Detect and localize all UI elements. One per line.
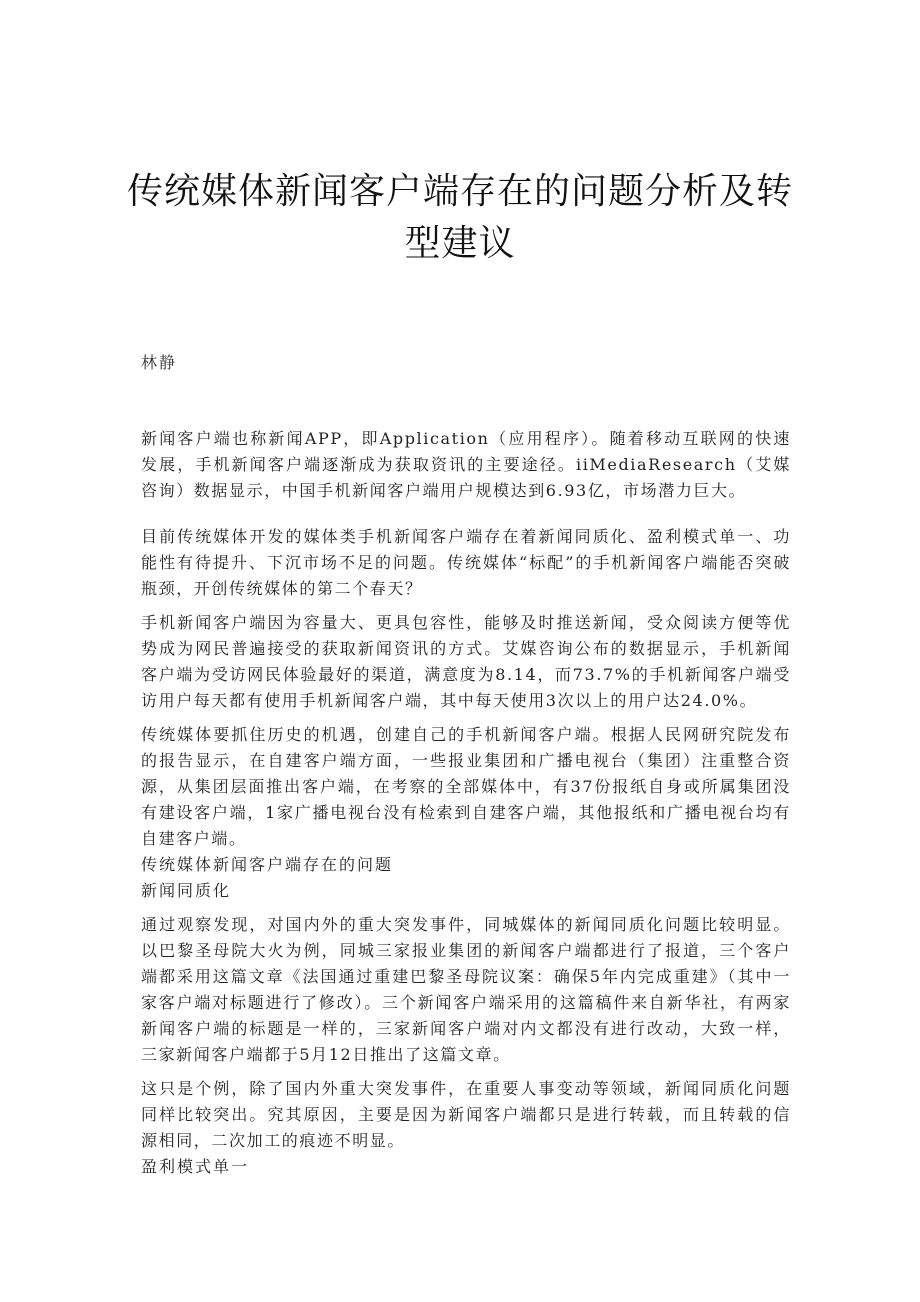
paragraph-opportunity: 传统媒体要抓住历史的机遇，创建自己的手机新闻客户端。根据人民网研究院发布的报告显示，在自建客户端方面，一些报业集团和广播电视台（集团）注重整合资源，从集团层面推出客户端，在考察的全部媒体中，有37份报纸自身或所属集团没有建设客户端，1家广播电视台没有检索到自建客户端，其他报纸和广播电视台均有自建客户端。: [141, 725, 791, 848]
document-body: [141, 426, 791, 1180]
paragraph-homogenization-example: 通过观察发现，对国内外的重大突发事件，同城媒体的新闻同质化问题比较明显。以巴黎圣母院大火为例，同城三家报业集团的新闻客户端都进行了报道，三个客户端都采用这篇文章《法国通过重建巴黎圣母院议案：确保5年内完成重建》（其中一家客户端对标题进行了修改）。三个新闻客户端采用的这篇稿件来自新华社，有两家新闻客户端的标题是一样的，三家新闻客户端对内文都没有进行改动，大致一样，三家新闻客户端都于5月12日推出了这篇文章。: [141, 915, 791, 1064]
paragraph-problems-overview: 目前传统媒体开发的媒体类手机新闻客户端存在着新闻同质化、盈利模式单一、功能性有待提升、下沉市场不足的问题。传统媒体“标配”的手机新闻客户端能否突破瓶颈，开创传统媒体的第二个春天？: [141, 527, 791, 598]
paragraph-intro: 新闻客户端也称新闻APP，即Application（应用程序）。随着移动互联网的快速发展，手机新闻客户端逐渐成为获取资讯的主要途径。iiMediaResearch（艾媒咨询）数据显示，中国手机新闻客户端用户规模达到6.93亿，市场潜力巨大。: [141, 429, 791, 500]
section-heading-problems: 传统媒体新闻客户端存在的问题: [141, 855, 394, 874]
paragraph-advantages: 手机新闻客户端因为容量大、更具包容性，能够及时推送新闻，受众阅读方便等优势成为网民普遍接受的获取新闻资讯的方式。艾媒咨询公布的数据显示，手机新闻客户端为受访网民体验最好的渠道，满意度为8.14，而73.7%的手机新闻客户端受访用户每天都有使用手机新闻客户端，其中每天使用3次以上的用户达24.0%。: [141, 613, 791, 710]
document-title: 传统媒体新闻客户端存在的问题分析及转型建议: [126, 171, 793, 264]
paragraph-homogenization-cause: 这只是个例，除了国内外重大突发事件，在重要人事变动等领域，新闻同质化问题同样比较突出。究其原因，主要是因为新闻客户端都只是进行转载，而且转载的信源相同，二次加工的痕迹不明显。: [141, 1079, 791, 1150]
subheading-single-profit-model: 盈利模式单一: [141, 1157, 250, 1176]
author-name: 林静: [141, 353, 178, 372]
subheading-homogenization: 新闻同质化: [141, 881, 232, 900]
